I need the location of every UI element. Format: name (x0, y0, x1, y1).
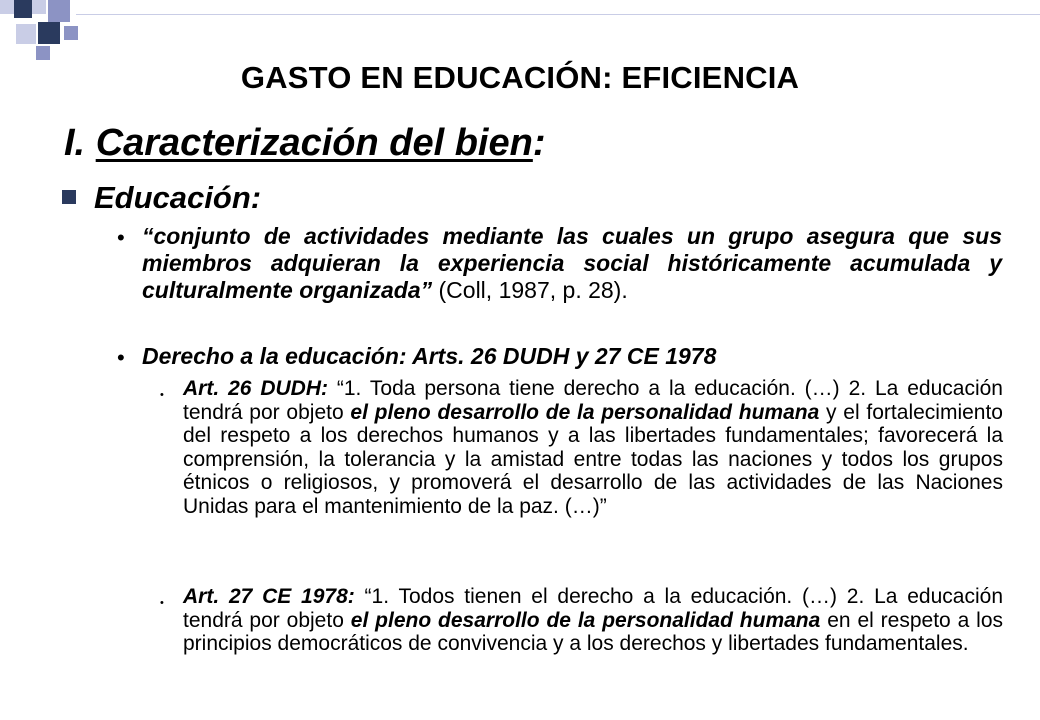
bullet-dot-icon: • (117, 225, 125, 250)
right-to-education-item (142, 343, 1002, 370)
level1-label: Educación: (94, 180, 262, 215)
small-bullet-icon: • (160, 389, 164, 401)
definition-paragraph (142, 223, 1002, 304)
corner-square (16, 24, 36, 44)
corner-square (48, 0, 70, 22)
art26-text-2: y el fortalecimiento del respeto a los derechos humanos y a las libertades fundamentales; favorecerá la comprensión, la tolerancia y la amistad entre todas las naciones y todos los grupos étnicos o religiosos, y promoverá el desarrollo de las actividades de las Naciones Unidas para el mantenimiento de la paz. (…)” (183, 400, 1003, 518)
art26-emphasis: el pleno desarrollo de la personalidad humana (350, 400, 820, 424)
art27-emphasis: el pleno desarrollo de la personalidad humana (350, 608, 821, 632)
art26-paragraph (183, 377, 1003, 518)
art27-paragraph (183, 585, 1003, 656)
corner-square (38, 22, 60, 44)
corner-square (0, 0, 14, 14)
art26-label: Art. 26 DUDH: (183, 377, 328, 400)
section-suffix: : (532, 122, 546, 164)
section-prefix: I. (64, 122, 96, 164)
section-heading-text: Caracterización del bien (95, 122, 533, 164)
right-to-education-text: Derecho a la educación: Arts. 26 DUDH y 27 CE 1978 (142, 343, 717, 369)
corner-square (32, 0, 46, 14)
corner-square (14, 0, 32, 18)
square-bullet-icon (62, 190, 76, 204)
corner-square (64, 26, 78, 40)
slide-title: GASTO EN EDUCACIÓN: EFICIENCIA (240, 60, 800, 95)
definition-quote: “conjunto de actividades mediante las cuales un grupo asegura que sus miembros adquieran la experiencia social históricamente acumulada y culturalmente organizada” (142, 223, 1002, 303)
definition-citation: (Coll, 1987, p. 28). (432, 277, 628, 303)
art27-text-2: en el respeto a los principios democráticos de convivencia y a los derechos y libertades fundamentales. (183, 608, 1003, 655)
bullet-dot-icon: • (117, 345, 125, 370)
art27-text-1: “1. Todos tienen el derecho a la educación. (…) 2. La educación tendrá por objeto (183, 585, 1003, 632)
small-bullet-icon: • (160, 597, 164, 609)
corner-square (36, 46, 50, 60)
art26-text-1: “1. Toda persona tiene derecho a la educación. (…) 2. La educación tendrá por objeto (183, 377, 1003, 424)
art27-label: Art. 27 CE 1978: (183, 585, 355, 608)
section-heading (64, 122, 546, 165)
level1-item (62, 180, 261, 216)
header-rule (76, 14, 1040, 15)
